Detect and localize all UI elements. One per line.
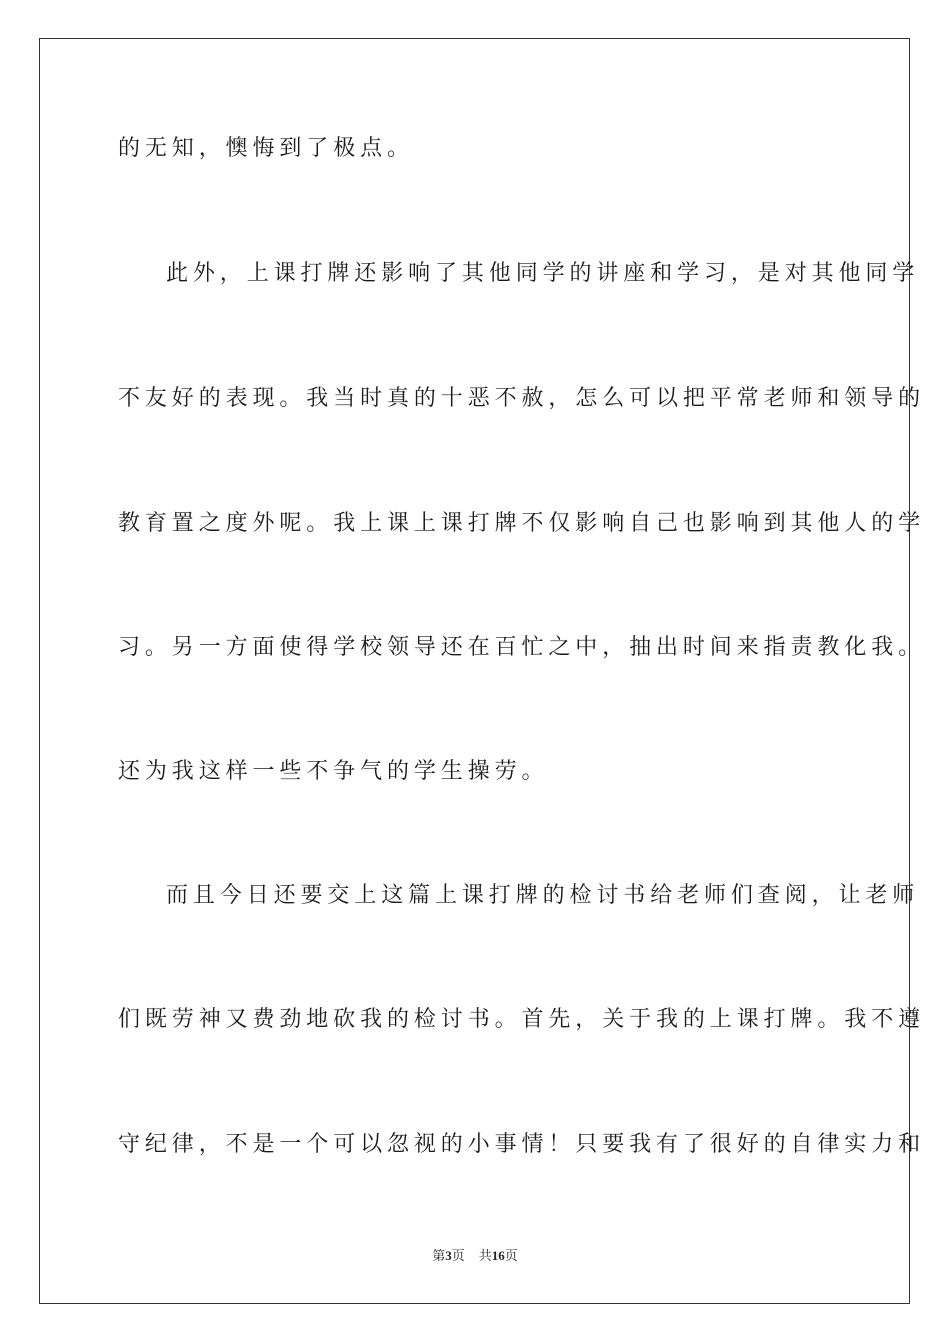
body-line-1: 的无知，懊悔到了极点。 [118,136,414,161]
footer-page-number: 3 [445,1248,452,1263]
body-line-8: 们既劳神又费劲地砍我的检讨书。首先，关于我的上课打牌。我不遵 [118,1007,926,1032]
footer-total-suffix: 页 [504,1248,518,1263]
body-line-4: 教育置之度外呢。我上课上课打牌不仅影响自己也影响到其他人的学 [118,511,926,536]
body-line-3: 不友好的表现。我当时真的十恶不赦，怎么可以把平常老师和领导的 [118,386,926,411]
footer-page-suffix: 页 [451,1248,465,1263]
body-line-5: 习。另一方面使得学校领导还在百忙之中，抽出时间来指责教化我。 [118,635,926,660]
footer-total-prefix: 共 [478,1248,492,1263]
body-line-2: 此外，上课打牌还影响了其他同学的讲座和学习，是对其他同学 [166,261,920,286]
body-line-7: 而且今日还要交上这篇上课打牌的检讨书给老师们查阅，让老师 [166,883,920,908]
footer-total-pages: 16 [491,1248,505,1263]
footer-page-prefix: 第 [432,1248,446,1263]
page-footer [0,1247,950,1265]
body-line-6: 还为我这样一些不争气的学生操劳。 [118,759,549,784]
body-line-9: 守纪律，不是一个可以忽视的小事情！只要我有了很好的自律实力和 [118,1132,926,1157]
page-border [39,38,910,1304]
